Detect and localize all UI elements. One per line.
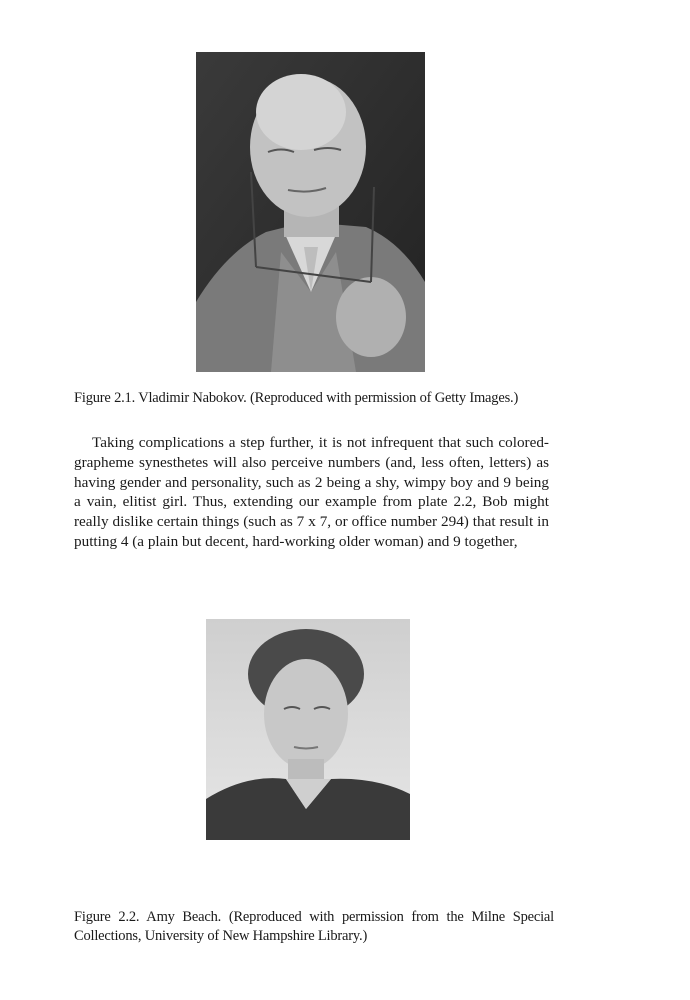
body-paragraph: Taking complications a step further, it is not infrequent that such colored-grapheme synesthetes will also perceive numbers (and, less often, letters) as having gender and personality, such as 2 being a shy, wimpy boy and 9 being a vain, elitist girl. Thus, extending our example from plate 2.2, Bob might really dislike certain things (such as 7 x 7, or office number 294) that result in putting 4 (a plain but decent, hard-working older woman) and 9 together, xyxy=(74,434,549,550)
figure-caption: Figure 2.2. Amy Beach. (Reproduced with permission from the Milne Special Collections, University of New Hampshire Library.) xyxy=(74,909,554,944)
figure-caption: Figure 2.1. Vladimir Nabokov. (Reproduced with permission of Getty Images.) xyxy=(74,390,519,406)
nabokov-photo xyxy=(196,52,425,372)
amy-beach-photo xyxy=(206,619,410,840)
